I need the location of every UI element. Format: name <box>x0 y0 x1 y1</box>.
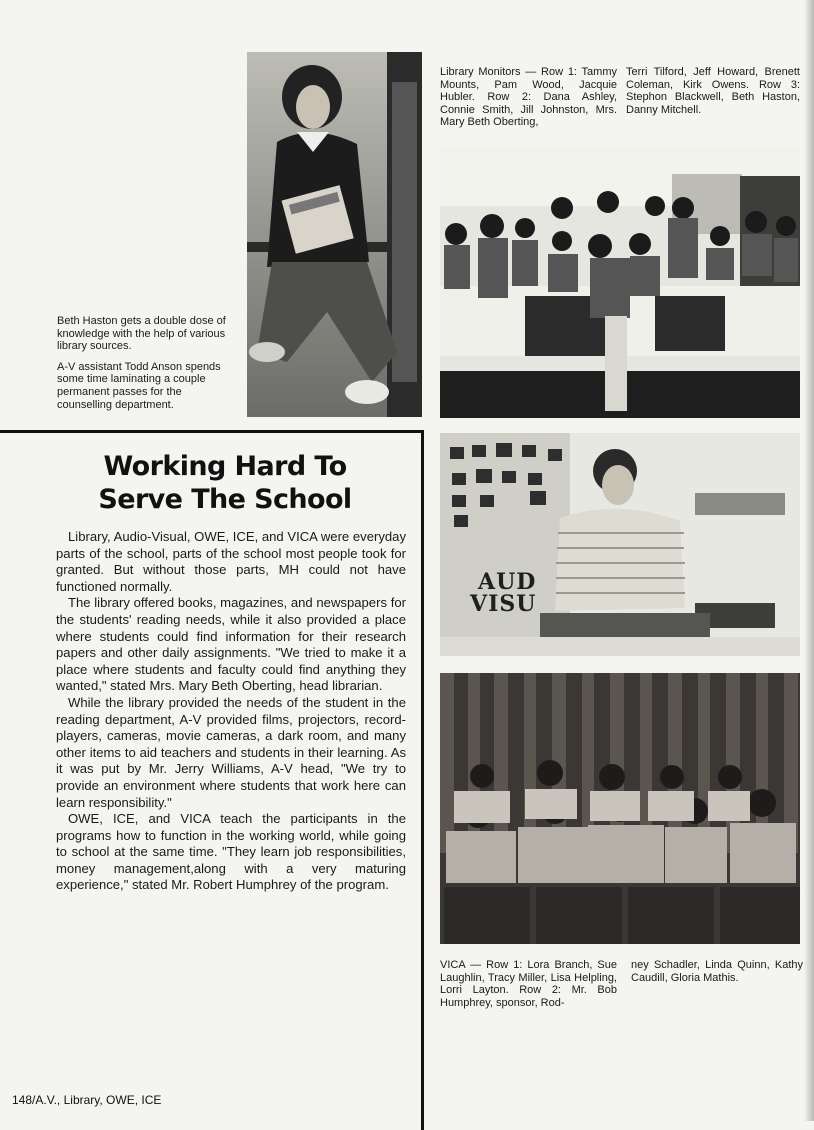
caption-library-monitors-col1: Library Monitors — Row 1: Tammy Mounts, Pam Wood, Jacquie Hubler. Row 2: Dana Ashley, Connie Smith, Jill Johnston, Mrs. Mary Beth Oberting, <box>440 66 617 129</box>
photo-vica-group <box>440 673 800 944</box>
page-folio: 148/A.V., Library, OWE, ICE <box>12 1093 162 1107</box>
story-headline <box>60 450 390 516</box>
photo-beth-haston <box>247 52 422 417</box>
av-sign <box>458 571 536 615</box>
page-spine-shadow <box>804 0 814 1121</box>
story-body <box>56 529 406 894</box>
headline-line-1: Working Hard To <box>103 451 347 482</box>
caption-beth-haston <box>57 315 235 419</box>
av-sign-line-2: VISU <box>470 591 537 617</box>
caption-vica-col2: ney Schadler, Linda Quinn, Kathy Caudill, Gloria Mathis. <box>631 959 803 984</box>
photo-av-assistant <box>440 433 800 656</box>
caption-beth-haston-text: Beth Haston gets a double dose of knowledge with the help of various library sources. <box>57 315 226 353</box>
story-paragraph: OWE, ICE, and VICA teach the participants in the programs how to function in the working world, while going to school at the same time. "They learn job responsibilities, money management,along with a very maturing experience," stated Mr. Robert Humphrey of the program. <box>56 811 406 893</box>
caption-av-assistant-text: A-V assistant Todd Anson spends some time laminating a couple permanent passes for the counselling department. <box>57 360 221 411</box>
story-paragraph: While the library provided the needs of the student in the reading department, A-V provided films, projectors, record-players, cameras, movie cameras, a dark room, and many other items to aid teachers and students in their learning. As it was put by Mr. Jerry Williams, A-V head, "We try to provide an environment where students that work here can learn responsibility." <box>56 694 406 810</box>
story-paragraph: Library, Audio-Visual, OWE, ICE, and VICA were everyday parts of the school, parts of the school most people took for granted. But without those parts, MH could not have functioned normally. <box>56 529 406 594</box>
photo-library-monitors <box>440 146 800 418</box>
caption-vica-col1: VICA — Row 1: Lora Branch, Sue Laughlin, Tracy Miller, Lisa Helpling, Lorri Layton. Row 2: Mr. Bob Humphrey, sponsor, Rod- <box>440 959 617 1009</box>
headline-line-2: Serve The School <box>98 484 352 515</box>
av-sign-line-1: AUD <box>478 569 537 595</box>
caption-library-monitors-col2: Terri Tilford, Jeff Howard, Brenett Coleman, Kirk Owens. Row 3: Stephon Blackwell, Beth Haston, Danny Mitchell. <box>626 66 800 116</box>
story-paragraph: The library offered books, magazines, and newspapers for the students' reading needs, while it also provided a place where students could find information for their research papers and other daily assignments. "We tried to make it a place where students and faculty could find anything they wanted," stated Mrs. Mary Beth Oberting, head librarian. <box>56 595 406 694</box>
